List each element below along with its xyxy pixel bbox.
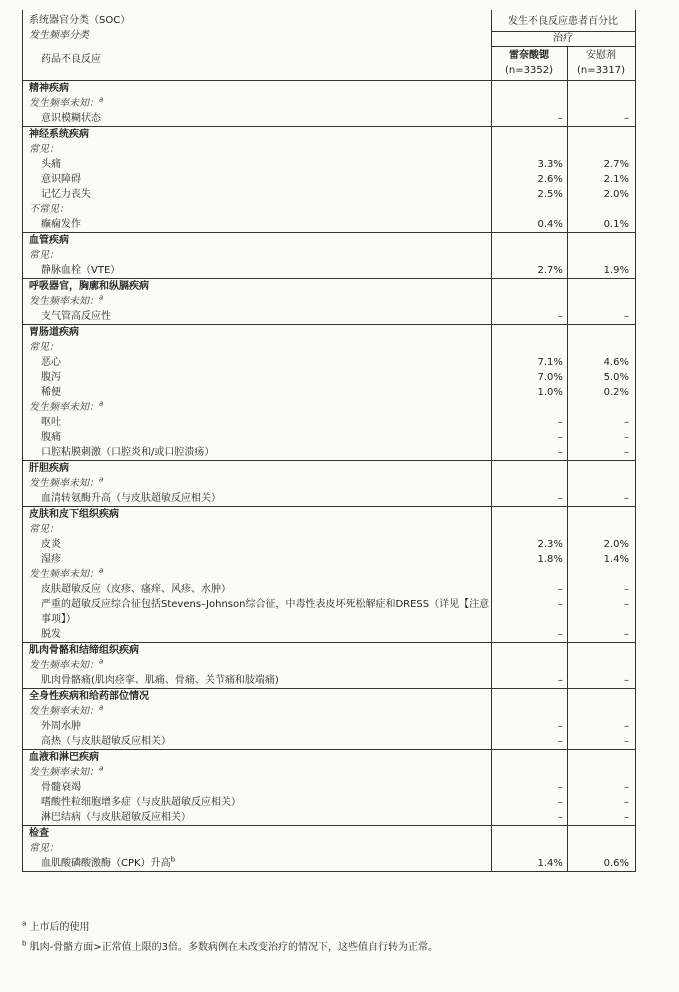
frequency-row (23, 522, 635, 537)
drug2-header: 安慰剂 (586, 50, 616, 61)
drug-value: – (557, 675, 563, 686)
row-label: 肌肉骨骼痛(肌肉痉挛、肌痛、骨痛、关节痛和肢端痛) (41, 675, 279, 686)
section-title: 全身性疾病和给药部位情况 (29, 691, 149, 702)
table-row (23, 187, 635, 202)
table-row (23, 734, 635, 749)
table-row (23, 582, 635, 597)
placebo-value (568, 96, 635, 111)
row-label: 口腔粘膜刺激（口腔炎和/或口腔溃疡） (41, 447, 215, 458)
frequency-row (23, 248, 635, 263)
drug-value: 7.0% (537, 372, 563, 383)
frequency-row (23, 340, 635, 355)
table-section (23, 127, 635, 233)
row-label: 癫痫发作 (41, 219, 81, 230)
drug-value (492, 400, 567, 415)
frequency-row (23, 294, 635, 309)
placebo-value (568, 841, 635, 856)
row-label: 发生频率未知：$^a$ (29, 475, 104, 489)
placebo-value (568, 202, 635, 217)
drug1-n: (n=3352) (505, 65, 553, 76)
frequency-row (23, 704, 635, 719)
table-section (23, 233, 635, 279)
section-title: 胃肠道疾病 (29, 327, 79, 338)
drug-value (492, 567, 567, 582)
table-header (23, 10, 635, 81)
drug-value: – (557, 629, 563, 640)
table-row (23, 552, 635, 567)
percent-header: 发生不良反应患者百分比 (508, 16, 618, 27)
placebo-value: – (624, 782, 629, 793)
drug-value (492, 841, 567, 856)
row-label: 常见： (29, 342, 59, 353)
drug-value: – (557, 599, 563, 610)
placebo-value (568, 142, 635, 157)
drug-value: – (557, 447, 563, 458)
drug-value: – (557, 736, 563, 747)
placebo-value: – (624, 432, 629, 443)
row-label: 静脉血栓（VTE） (41, 265, 121, 276)
placebo-value: – (624, 311, 629, 322)
drug-value: – (557, 782, 563, 793)
placebo-value: 5.0% (603, 372, 629, 383)
row-label: 不常见： (29, 204, 69, 215)
section-title: 呼吸器官，胸廓和纵膈疾病 (29, 281, 149, 292)
placebo-value: 0.1% (603, 219, 629, 230)
drug-value (492, 248, 567, 263)
drug-value: 2.6% (537, 174, 563, 185)
placebo-value: – (624, 675, 629, 686)
drug-value (492, 476, 567, 491)
drug-value: 3.3% (537, 159, 563, 170)
section-title: 血管疾病 (29, 235, 69, 246)
row-label: 恶心 (41, 357, 61, 368)
row-label: 外周水肿 (41, 721, 81, 732)
drug-value (492, 202, 567, 217)
row-label: 嗜酸性粒细胞增多症（与皮肤超敏反应相关） (41, 797, 241, 808)
table-row (23, 445, 635, 460)
freq-header: 发生频率分类 (29, 30, 89, 41)
drug-value: – (557, 812, 563, 823)
placebo-value (568, 294, 635, 309)
placebo-value (568, 340, 635, 355)
placebo-value: – (624, 736, 629, 747)
placebo-value: – (624, 797, 629, 808)
placebo-value: – (624, 417, 629, 428)
drug-value: – (557, 417, 563, 428)
adverse-reaction-table (22, 10, 636, 872)
row-label: 常见： (29, 524, 59, 535)
row-label: 淋巴结病（与皮肤超敏反应相关） (41, 812, 191, 823)
table-row (23, 627, 635, 642)
table-row (23, 263, 635, 278)
footnote-b: $^b$ 肌肉-骨骼方面>正常值上限的3倍。多数病例在未改变治疗的情况下，这些值自行转为正常。 (22, 939, 438, 953)
placebo-value: 1.4% (603, 554, 629, 565)
row-label: 发生频率未知：$^a$ (29, 399, 104, 413)
row-label: 稀便 (41, 387, 61, 398)
row-label: 头痛 (41, 159, 61, 170)
row-label: 发生频率未知：$^a$ (29, 657, 104, 671)
drug-value: 1.0% (537, 387, 563, 398)
placebo-value: – (624, 113, 629, 124)
row-label: 支气管高反应性 (41, 311, 111, 322)
row-label: 脱发 (41, 629, 61, 640)
drug-value: – (557, 113, 563, 124)
frequency-row (23, 476, 635, 491)
row-label: 腹痛 (41, 432, 61, 443)
placebo-value (568, 765, 635, 780)
row-label: 发生频率未知：$^a$ (29, 293, 104, 307)
row-label: 意识障碍 (41, 174, 81, 185)
section-title: 血液和淋巴疾病 (29, 752, 99, 763)
placebo-value: 2.0% (603, 189, 629, 200)
table-section (23, 461, 635, 507)
placebo-value: – (624, 721, 629, 732)
placebo-value: 1.9% (603, 265, 629, 276)
table-row (23, 537, 635, 552)
drug-value: – (557, 432, 563, 443)
drug-value: – (557, 584, 563, 595)
section-title: 肌肉骨骼和结缔组织疾病 (29, 645, 139, 656)
placebo-value: – (624, 812, 629, 823)
table-section (23, 689, 635, 750)
frequency-row (23, 142, 635, 157)
placebo-value: – (624, 447, 629, 458)
table-row (23, 309, 635, 324)
table-body (23, 81, 635, 872)
table-row (23, 157, 635, 172)
table-section (23, 643, 635, 689)
placebo-value (568, 522, 635, 537)
placebo-value: – (624, 493, 629, 504)
drug-value (492, 142, 567, 157)
placebo-value (568, 400, 635, 415)
table-row (23, 719, 635, 734)
table-row (23, 385, 635, 400)
drug-value: 2.5% (537, 189, 563, 200)
row-label: 血清转氨酶升高（与皮肤超敏反应相关） (41, 493, 221, 504)
drug-value: – (557, 311, 563, 322)
placebo-value: 4.6% (603, 357, 629, 368)
drug-value: – (557, 493, 563, 504)
row-label: 记忆力丧失 (41, 189, 91, 200)
drug2-n: (n=3317) (577, 65, 625, 76)
drug-value (492, 96, 567, 111)
row-label: 皮炎 (41, 539, 61, 550)
table-row (23, 217, 635, 232)
table-row (23, 111, 635, 126)
table-row (23, 355, 635, 370)
placebo-value: 2.7% (603, 159, 629, 170)
frequency-row (23, 400, 635, 415)
table-section (23, 826, 635, 872)
row-label: 呕吐 (41, 417, 61, 428)
drug-value (492, 522, 567, 537)
table-row (23, 795, 635, 810)
table-row (23, 172, 635, 187)
footnote-a: $^a$ 上市后的使用 (22, 919, 90, 933)
table-row (23, 810, 635, 825)
drug-value (492, 765, 567, 780)
placebo-value: – (624, 629, 629, 640)
placebo-value (568, 248, 635, 263)
table-section (23, 750, 635, 826)
placebo-value: 0.2% (603, 387, 629, 398)
table-row (23, 491, 635, 506)
drug-value: 0.4% (537, 219, 563, 230)
drug-value: 1.8% (537, 554, 563, 565)
row-label: 湿疹 (41, 554, 61, 565)
placebo-value (568, 658, 635, 673)
section-title: 检查 (29, 828, 49, 839)
drug-value: 2.7% (537, 265, 563, 276)
drug-value (492, 340, 567, 355)
drug-value: 7.1% (537, 357, 563, 368)
placebo-value (568, 567, 635, 582)
row-label: 意识模糊状态 (41, 113, 101, 124)
drug-value (492, 658, 567, 673)
frequency-row (23, 658, 635, 673)
table-row (23, 673, 635, 688)
table-section (23, 81, 635, 127)
section-title: 精神疾病 (29, 83, 69, 94)
row-label: 皮肤超敏反应（皮疹、瘙痒、风疹、水肿） (41, 584, 231, 595)
treatment-header: 治疗 (553, 33, 573, 44)
row-label: 骨髓衰竭 (41, 782, 81, 793)
soc-header: 系统器官分类（SOC） (29, 15, 131, 26)
frequency-row (23, 567, 635, 582)
section-title: 神经系统疾病 (29, 129, 89, 140)
table-section (23, 279, 635, 325)
row-label: 发生频率未知：$^a$ (29, 566, 104, 580)
table-row (23, 415, 635, 430)
row-label: 严重的超敏反应综合征包括Stevens–Johnson综合征，中毒性表皮坏死松解症和DRESS（详见【注意事项】） (41, 599, 490, 625)
row-label: 发生频率未知：$^a$ (29, 764, 104, 778)
drug1-header: 雷奈酸锶 (509, 50, 549, 61)
drug-value (492, 704, 567, 719)
section-title: 皮肤和皮下组织疾病 (29, 509, 119, 520)
table-row (23, 780, 635, 795)
frequency-row (23, 765, 635, 780)
placebo-value (568, 704, 635, 719)
frequency-row (23, 202, 635, 217)
section-title: 肝胆疾病 (29, 463, 69, 474)
table-section (23, 507, 635, 643)
drug-value: – (557, 797, 563, 808)
row-label: 常见： (29, 250, 59, 261)
drug-value: 1.4% (537, 858, 563, 869)
row-label: 腹泻 (41, 372, 61, 383)
drug-value (492, 294, 567, 309)
row-label: 高热（与皮肤超敏反应相关） (41, 736, 171, 747)
placebo-value: – (624, 584, 629, 595)
placebo-value: 2.1% (603, 174, 629, 185)
row-label: 血肌酸磷酸激酶（CPK）升高$^b$ (41, 855, 176, 869)
placebo-value (568, 476, 635, 491)
frequency-row (23, 96, 635, 111)
drug-value: – (557, 721, 563, 732)
placebo-value: 2.0% (603, 539, 629, 550)
table-row (23, 597, 635, 627)
table-section (23, 325, 635, 461)
row-label: 常见： (29, 144, 59, 155)
drug-value: 2.3% (537, 539, 563, 550)
row-label: 发生频率未知：$^a$ (29, 703, 104, 717)
table-row (23, 856, 635, 871)
table-row (23, 370, 635, 385)
frequency-row (23, 841, 635, 856)
adr-header: 药品不良反应 (41, 54, 101, 65)
placebo-value: 0.6% (603, 858, 629, 869)
row-label: 常见： (29, 843, 59, 854)
placebo-value: – (624, 599, 629, 610)
row-label: 发生频率未知：$^a$ (29, 95, 104, 109)
table-row (23, 430, 635, 445)
